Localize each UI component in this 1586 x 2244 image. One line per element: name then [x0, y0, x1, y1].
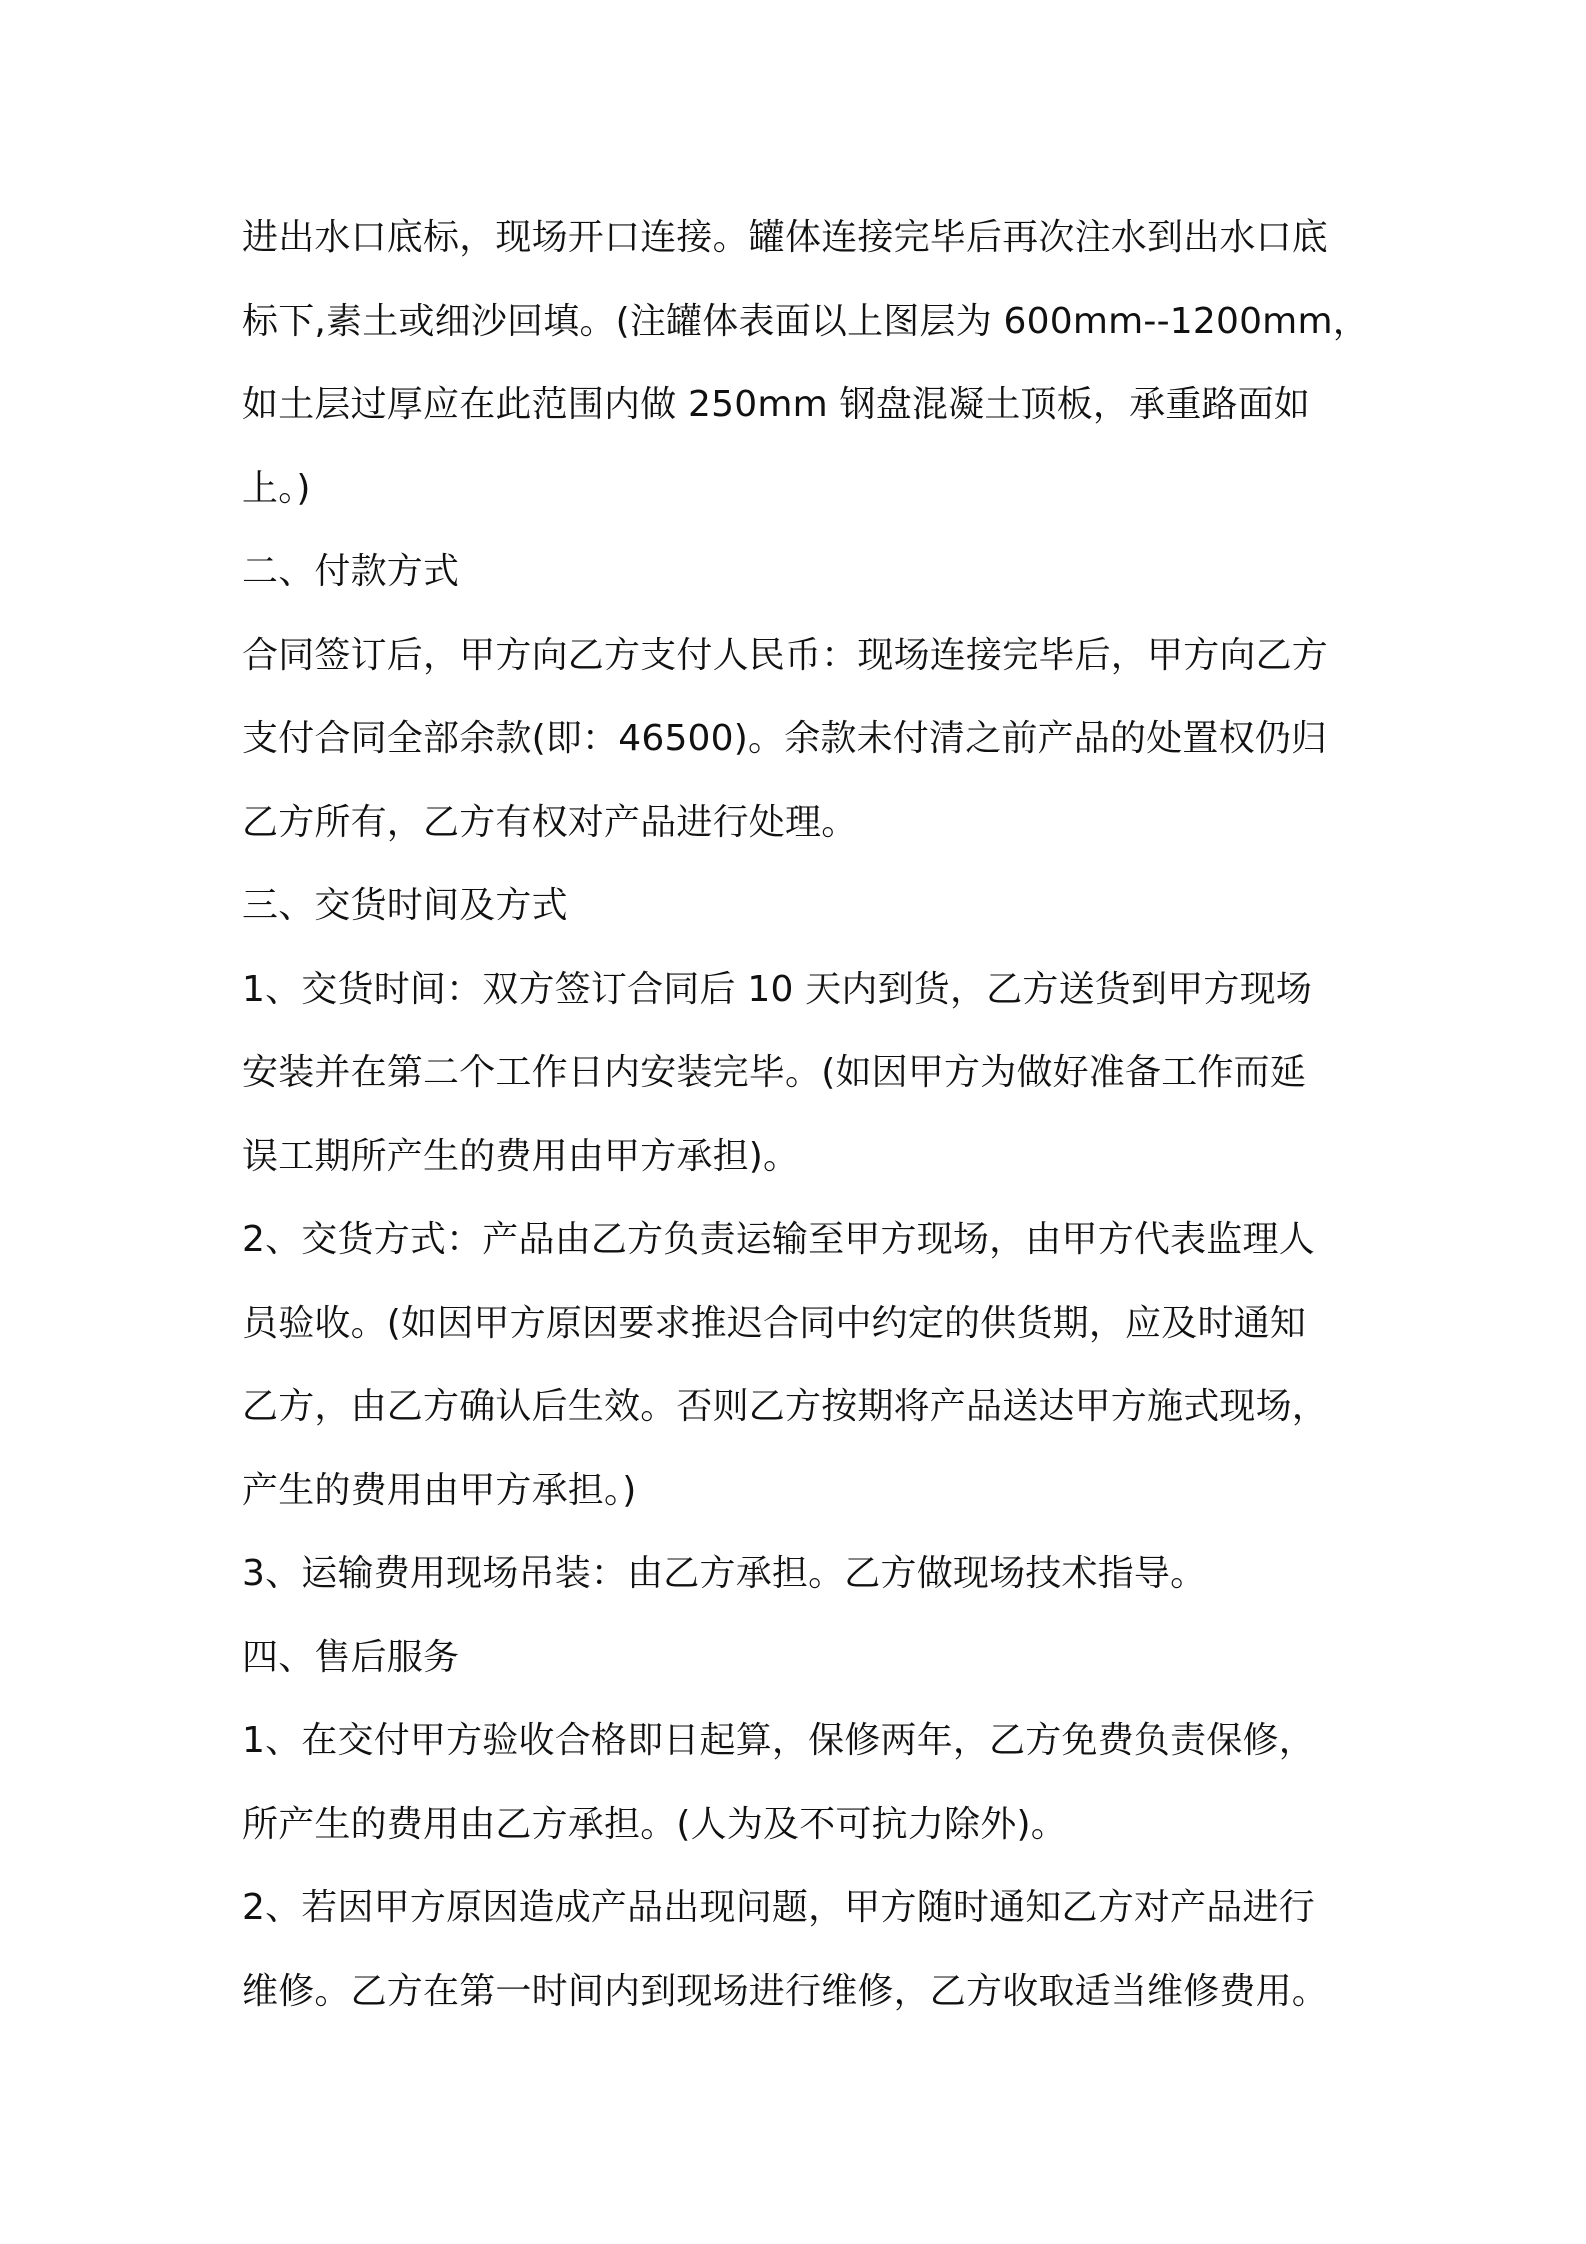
- paragraph-line: 2、交货方式：产品由乙方负责运输至甲方现场，由甲方代表监理人: [242, 1219, 1315, 1260]
- paragraph-line: 安装并在第二个工作日内安装完毕。(如因甲方为做好准备工作而延: [242, 1052, 1307, 1093]
- section-heading-payment: 二、付款方式: [242, 551, 460, 592]
- paragraph-line: 3、运输费用现场吊装：由乙方承担。乙方做现场技术指导。: [242, 1553, 1207, 1594]
- paragraph-line: 员验收。(如因甲方原因要求推迟合同中约定的供货期，应及时通知: [242, 1302, 1307, 1344]
- paragraph-line: 1、在交付甲方验收合格即日起算，保修两年，乙方免费负责保修，: [242, 1720, 1315, 1761]
- document-body: [242, 196, 1369, 2033]
- paragraph-line: 产生的费用由甲方承担。): [242, 1469, 637, 1511]
- paragraph-line: 标下,素土或细沙回填。(注罐体表面以上图层为 600mm--1200mm，: [242, 300, 1369, 342]
- paragraph-line: 进出水口底标，现场开口连接。罐体连接完毕后再次注水到出水口底: [242, 217, 1329, 258]
- paragraph-line: 1、交货时间：双方签订合同后 10 天内到货，乙方送货到甲方现场: [242, 968, 1312, 1010]
- paragraph-line: 如土层过厚应在此范围内做 250mm 钢盘混凝土顶板，承重路面如: [242, 384, 1311, 425]
- paragraph-line: 合同签订后，甲方向乙方支付人民币：现场连接完毕后，甲方向乙方: [242, 634, 1329, 676]
- section-heading-after-sales: 四、售后服务: [242, 1636, 460, 1678]
- paragraph-line: 2、若因甲方原因造成产品出现问题，甲方随时通知乙方对产品进行: [242, 1887, 1315, 1928]
- section-heading-delivery: 三、交货时间及方式: [242, 885, 568, 926]
- paragraph-line: 乙方，由乙方确认后生效。否则乙方按期将产品送达甲方施式现场，: [242, 1386, 1329, 1427]
- paragraph-line: 所产生的费用由乙方承担。(人为及不可抗力除外)。: [242, 1803, 1067, 1845]
- paragraph-line: 支付合同全部余款(即：46500)。余款未付清之前产品的处置权仍归: [242, 718, 1328, 759]
- paragraph-line: 乙方所有，乙方有权对产品进行处理。: [242, 801, 858, 843]
- paragraph-line: 维修。乙方在第一时间内到现场进行维修，乙方收取适当维修费用。: [242, 1970, 1329, 2012]
- paragraph-line: 误工期所产生的费用由甲方承担)。: [242, 1135, 800, 1177]
- paragraph-line: 上。): [242, 467, 311, 509]
